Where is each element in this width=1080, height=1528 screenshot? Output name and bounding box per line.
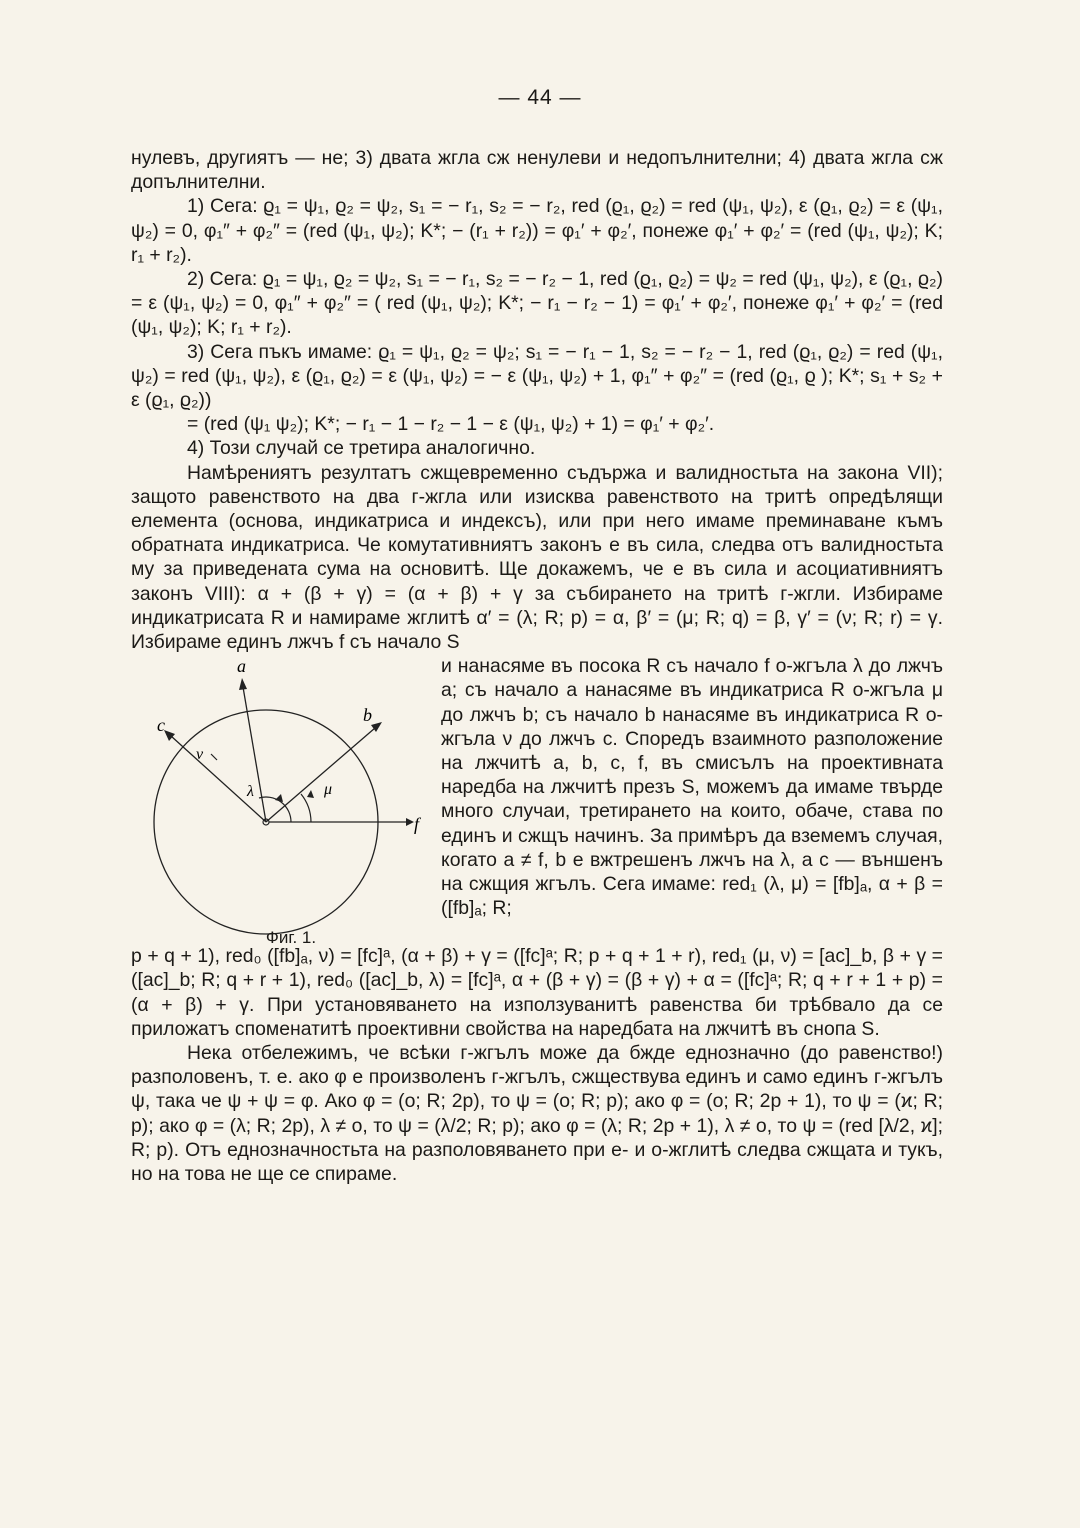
paragraph-result: Намѣрениятъ резултатъ сжщевременно съдържа и валидностьта на закона VII); защото равенството на два г-жгла или изисква равенството на тритѣ опредѣлящи елемента (основа, индикатриса и индексъ), или при него имаме преминаване къмъ обратната индикатриса. Че комутативниятъ законъ е въ сила, следва отъ валидностьта му за приведената сума на основитѣ. Ще докажемъ, че е въ сила и асоциативниятъ законъ VIII): α + (β + γ) = (α + β) + γ за събирането на тритѣ г-жгли. Избираме индикатрисата R и намираме жглитѣ α′ = (λ; R; p) = α, β′ = (μ; R; q) = β, γ′ = (ν; R; r) = γ. Избираме единъ лжчъ f съ начало S: [131, 461, 943, 654]
paragraph-associativity: p + q + 1), red₀ ([fb]ₐ, ν) = [fc]ᵃ, (α + β) + γ = ([fc]ᵃ; R; p + q + 1 + r), red₁ (μ, ν) = [ac]_b, β + γ = ([ac]_b; R; q + r + 1), red₀ ([ac]_b, λ) = [fc]ᵃ, α + (β + γ) = (β + γ) + α = ([fc]ᵃ; R; q + r + 1 + p) = (α + β) + γ. При установяването на използуванитѣ равенства би трѣбвало да се приложатъ споменатитѣ проективни свойства на наредбата на лжчитѣ въ снопа S.: [131, 945, 943, 1040]
paragraph-case-2: 2) Сега: ϱ₁ = ψ₁, ϱ₂ = ψ₂, s₁ = − r₁, s₂ = − r₂ − 1, red (ϱ₁, ϱ₂) = ψ₂ = red (ψ₁, ψ₂), ε (ϱ₁, ϱ₂) = ε (ψ₁, ψ₂) = 0, φ₁″ + φ₂″ = ( red (ψ₁, ψ₂); K*; − r₁ − r₂ − 1) = φ₁′ + φ₂′, понеже φ₁′ + φ₂′ = (red (ψ₁, ψ₂); K; r₁ + r₂).: [131, 268, 943, 339]
figure-1-diagram: [131, 654, 441, 944]
paragraph-construction: и нанасяме въ посока R съ начало f о-жгъла λ до лжчъ a; съ начало a нанасяме въ индикатриса R о-жгъла μ до лжчъ b; съ начало b нанасяме въ индикатриса R о-жгъла ν до лжчъ c. Споредъ взаимното разположение на лжчитѣ a, b, c, f, въ смисълъ на проективната наредба на лжчитѣ презъ S, можемъ да имаме твърде много случаи, третирането на които, обаче, става по единъ и сжщъ начинъ. За примѣръ да вземемъ случая, когато a ≠ f, b е вжтрешенъ лжчъ на λ, а c — външенъ на сжщия жгълъ. Сега имаме: red₁ (λ, μ) = [fb]ₐ, α + β = ([fb]ₐ; R;: [441, 655, 943, 920]
paragraph-case-1: 1) Сега: ϱ₁ = ψ₁, ϱ₂ = ψ₂, s₁ = − r₁, s₂ = − r₂, red (ϱ₁, ϱ₂) = red (ψ₁, ψ₂), ε (ϱ₁, ϱ₂) = ε (ψ₁, ψ₂) = 0, φ₁″ + φ₂″ = (red (ψ₁, ψ₂); K*; − (r₁ + r₂)) = φ₁′ + φ₂′, понеже φ₁′ + φ₂′ = (red (ψ₁, ψ₂); K; r₁ + r₂).: [131, 195, 943, 266]
label-nu: ν: [196, 746, 204, 764]
figure-caption: Фиг. 1.: [265, 928, 317, 948]
arc-mu: [301, 794, 311, 822]
paragraph-case-4: 4) Този случай се третира аналогично.: [187, 437, 536, 460]
ray-a-arrow: [239, 678, 247, 690]
paragraph-0: нулевъ, другиятъ — не; 3) двата жгла сж ненулеви и недопълнителни; 4) двата жгла сж допълнителни.: [131, 147, 943, 194]
tick-mu: [307, 790, 314, 798]
tick-nu: [211, 754, 217, 760]
paragraph-bisection: Нека отбележимъ, че всѣки г-жгълъ може да бжде еднозначно (до равенство!) разполовенъ, т. е. ако φ е произволенъ г-жгълъ, сжществува единъ и само единъ г-жгълъ ψ, така че ψ + ψ = φ. Ако φ = (o; R; 2p), то ψ = (o; R; p); ако φ = (o; R; 2p + 1), то ψ = (ϰ; R; p); ако φ = (λ; R; 2p), λ ≠ o, то ψ = (λ/2; R; p); ако φ = (λ; R; 2p + 1), λ ≠ o, то ψ = (red [λ/2, ϰ]; R; p). Отъ еднозначностьта на разполовяването при е- и о-жглитѣ следва сжщата и тукъ, но на това не ще се спираме.: [131, 1042, 943, 1186]
ray-c: [171, 736, 266, 822]
main-text: [131, 146, 943, 1186]
paragraph-case-3: 3) Сега пъкъ имаме: ϱ₁ = ψ₁, ϱ₂ = ψ₂; s₁ = − r₁ − 1, s₂ = − r₂ − 1, red (ϱ₁, ϱ₂) = red (ψ₁, ψ₂) = red (ψ₁, ψ₂), ε (ϱ₁, ϱ₂) = ε (ψ₁, ψ₂) = − ε (ψ₁, ψ₂) + 1, φ₁″ + φ₂″ = (red (ϱ₁, ϱ ); K*; s₁ + s₂ + ε (ϱ₁, ϱ₂)): [131, 340, 943, 412]
label-f: f: [414, 814, 420, 835]
figure-wrap: [131, 654, 943, 948]
ray-a: [243, 687, 266, 822]
label-lambda: λ: [247, 783, 254, 801]
label-mu: μ: [324, 781, 333, 799]
ray-f-arrow: [406, 818, 414, 826]
label-b: b: [363, 705, 372, 726]
ray-b: [266, 728, 375, 822]
page-number: — 44 —: [498, 86, 582, 109]
tick-lambda: [275, 794, 283, 802]
paragraph-case-3-continued: = (red (ψ₁ ψ₂); K*; − r₁ − 1 − r₂ − 1 − ε (ψ₁, ψ₂) + 1) = φ₁′ + φ₂′.: [187, 413, 715, 436]
ray-c-arrow: [164, 730, 175, 741]
label-c: c: [157, 715, 165, 736]
label-a: a: [237, 656, 246, 677]
figure-1: [131, 654, 441, 948]
